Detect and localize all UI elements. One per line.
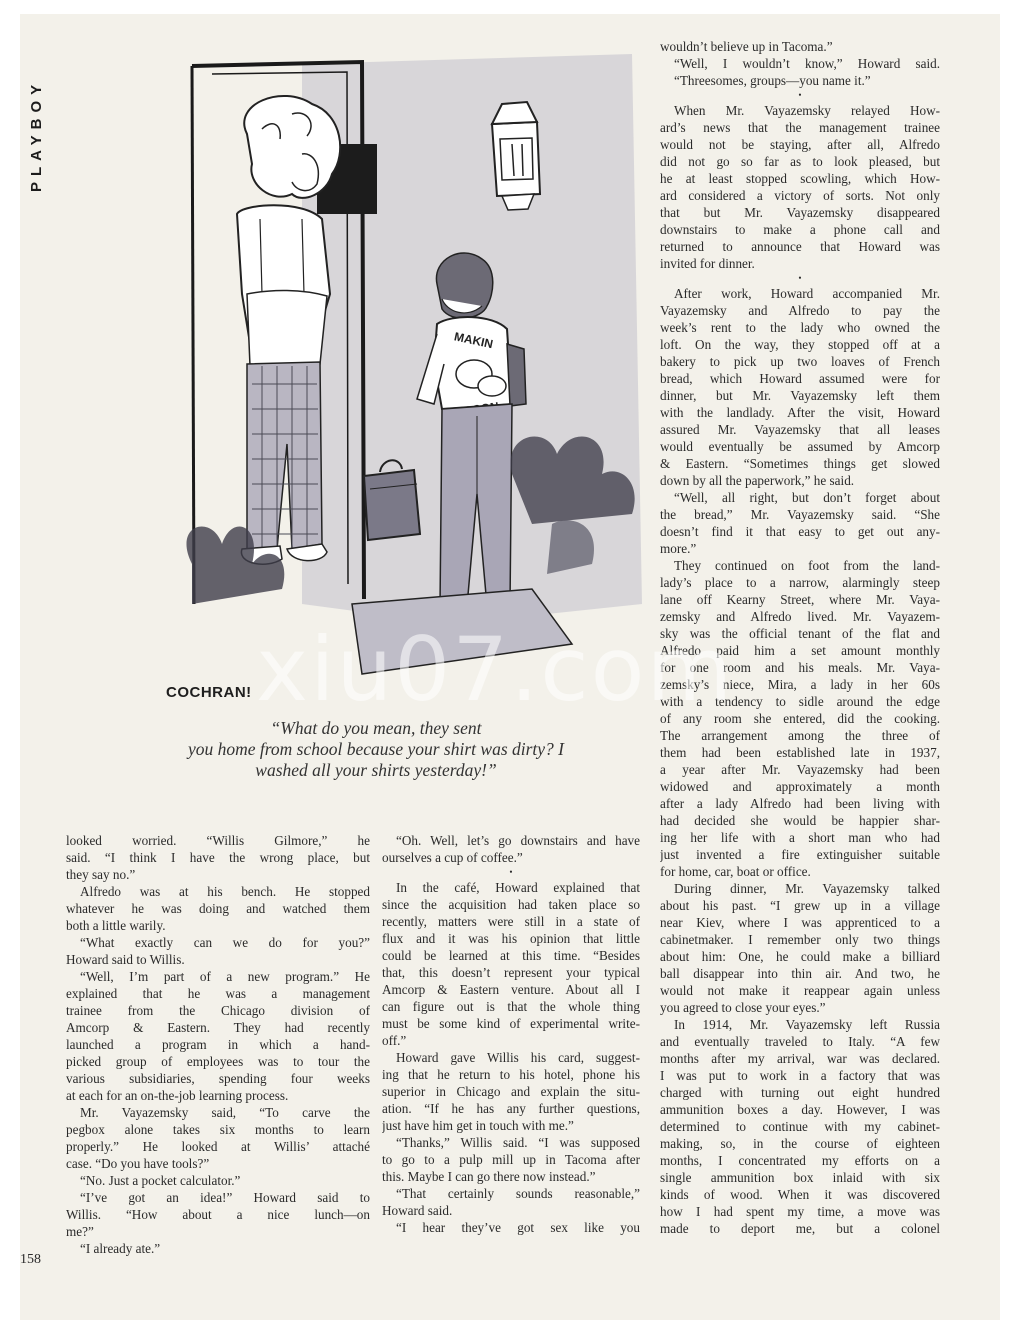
text-line: Howard said.	[382, 1203, 453, 1218]
text-line: lane off Kearny Street, where Mr. Vaya-	[660, 592, 940, 607]
text-line: downstairs to make a phone call and	[660, 222, 940, 237]
text-line: after a lady Alfredo had been living with	[660, 796, 940, 811]
text-line: could be learned at this time. “Besides	[382, 948, 640, 963]
text-line: doesn’t find it that easy to get out any-	[660, 524, 940, 539]
text-line: After work, Howard accompanied Mr.	[674, 286, 940, 301]
text-line: just have him get in touch with me.”	[382, 1118, 574, 1133]
text-line: ing her life with a short man who had	[660, 830, 940, 845]
text-line: “Well, I wouldn’t know,” Howard said.	[674, 56, 940, 71]
text-line: lady’s place to a narrow, alarmingly steep	[660, 575, 940, 590]
text-column-2	[382, 832, 640, 1236]
text-line: and eventually traveled to Italy. “A few	[660, 1034, 940, 1049]
text-line: must be some kind of experimental write-	[382, 1016, 640, 1031]
text-line: about him: One, he could make a billiard	[660, 949, 940, 964]
text-line: Willis. “How about a nice lunch—on	[66, 1207, 370, 1222]
text-line: you agreed to close your eyes.”	[660, 1000, 826, 1015]
text-line: picked group of employees was to tour the	[66, 1054, 370, 1069]
caption-line: you home from school because your shirt was dirty? I	[187, 739, 565, 759]
text-line: “I already ate.”	[80, 1241, 161, 1256]
wall-lamp	[492, 102, 540, 210]
text-line: determined to continue with my cabinet-	[660, 1119, 940, 1134]
watermark: xiu07.com	[256, 618, 735, 721]
text-line: would not be staying, after all, Alfredo	[660, 137, 940, 152]
text-line: ball disappear into thin air. And two, he	[660, 966, 940, 981]
text-line: When Mr. Vayazemsky relayed How-	[674, 103, 940, 118]
text-line: assured Mr. Vayazemsky that all leases	[660, 422, 940, 437]
woman-plaid-pants	[247, 362, 322, 549]
text-line: explained that he was a management	[66, 986, 370, 1001]
door-step	[352, 589, 572, 674]
text-line: properly.” He looked at Willis’ attaché	[66, 1139, 370, 1154]
text-line: the bread,” Mr. Vayazemsky said. “She	[660, 507, 940, 522]
section-break-bullet: •	[509, 867, 513, 877]
text-line: ard considered a victory of sorts. Not only	[660, 188, 940, 203]
text-line: ourselves a cup of coffee.”	[382, 850, 523, 865]
text-line: loft. On the way, they stopped off at a	[660, 337, 940, 352]
cartoon-illustration	[152, 44, 652, 704]
text-line: looked worried. “Willis Gilmore,” he	[66, 833, 370, 848]
page-number: 158	[20, 1252, 41, 1267]
text-line: pegbox alone takes six months to learn	[66, 1122, 370, 1137]
text-line: “No. Just a pocket calculator.”	[80, 1173, 241, 1188]
text-line: “Oh. Well, let’s go downstairs and have	[396, 833, 640, 848]
text-line: Amcorp & Eastern. They had recently	[66, 1020, 370, 1035]
text-line: to go to a pulp mill up in Tacoma after	[382, 1152, 640, 1167]
text-line: various subsidiaries, spending four weeks	[66, 1071, 370, 1086]
text-line: Vayazemsky and Alfredo to pay the	[660, 303, 940, 318]
caption-line: “What do you mean, they sent	[270, 718, 482, 738]
text-line: bread, which Howard assumed were for	[660, 371, 940, 386]
text-line: trainee from the Chicago division of	[66, 1003, 370, 1018]
text-line: would eventually be assumed by Amcorp	[660, 439, 940, 454]
text-line: The arrangement among the three of	[660, 728, 940, 743]
text-line: down by all the paperwork,” he said.	[660, 473, 855, 488]
text-line: making, so, in the course of eighteen	[660, 1136, 940, 1151]
text-line: ation. “If he has any further questions,	[382, 1101, 640, 1116]
text-line: how I had spent my time, a move was	[660, 1204, 940, 1219]
text-line: of any room she entered, did the cooking.	[660, 711, 940, 726]
text-line: “Threesomes, groups—you name it.”	[674, 73, 871, 88]
text-line: launched a program in which a hand-	[66, 1037, 370, 1052]
text-line: off.”	[382, 1033, 407, 1048]
text-line: near Kiev, where I was apprenticed to a	[660, 915, 940, 930]
text-line: Mr. Vayazemsky said, “To carve the	[80, 1105, 370, 1120]
text-line: months after my arrival, war was declared.	[660, 1051, 940, 1066]
text-line: In the café, Howard explained that	[396, 880, 640, 895]
text-line: said. “I think I have the wrong place, but	[66, 850, 370, 865]
section-break-bullet: •	[798, 90, 802, 100]
text-line: returned to announce that Howard was	[660, 239, 940, 254]
text-line: superior in Chicago and explain the situ-	[382, 1084, 640, 1099]
text-line: “Well, I’m part of a new program.” He	[80, 969, 370, 984]
text-line: dinner, but Mr. Vayazemsky left them	[660, 388, 940, 403]
text-line: flux and it was his opinion that little	[382, 931, 640, 946]
text-line: whatever he was doing and watched them	[66, 901, 370, 916]
text-line: months, I concentrated my efforts on a	[660, 1153, 940, 1168]
text-line: more.”	[660, 541, 697, 556]
masthead	[28, 42, 52, 222]
text-line: Alfredo paid him a set amount monthly	[660, 643, 940, 658]
artist-signature: COCHRAN!	[166, 684, 252, 701]
text-line: them had been established late in 1937,	[660, 745, 940, 760]
text-line: They continued on foot from the land-	[674, 558, 940, 573]
text-line: sky was the official tenant of the flat and	[660, 626, 940, 641]
text-line: at each for an on-the-job learning process.	[66, 1088, 289, 1103]
text-line: would not make it reappear again unless	[660, 983, 940, 998]
text-line: ard’s news that the management trainee	[660, 120, 940, 135]
text-line: charged with turning out eight hundred	[660, 1085, 940, 1100]
text-line: with the landlady. After the visit, Howard	[660, 405, 940, 420]
text-line: since the acquisition had taken place so	[382, 897, 640, 912]
lunch-box	[364, 470, 420, 540]
text-line: I was put to work in a factory that was	[660, 1068, 940, 1083]
text-line: recently, matters were still in a state of	[382, 914, 640, 929]
text-line: In 1914, Mr. Vayazemsky left Russia	[674, 1017, 940, 1032]
text-line: that, this doesn’t represent your typical	[382, 965, 640, 980]
text-line: “What exactly can we do for you?”	[80, 935, 370, 950]
text-line: “I’ve got an idea!” Howard said to	[80, 1190, 370, 1205]
text-line: During dinner, Mr. Vayazemsky talked	[674, 881, 940, 896]
text-line: “That certainly sounds reasonable,”	[396, 1186, 640, 1201]
text-line: “I hear they’ve got sex like you	[396, 1220, 640, 1235]
cartoon-caption	[126, 718, 626, 781]
text-line: just invented a fire extinguisher suitable	[660, 847, 940, 862]
text-line: cabinetmaker. I remember only two things	[660, 932, 940, 947]
text-line: that but Mr. Vayazemsky disappeared	[660, 205, 940, 220]
text-line: & Eastern. “Sometimes things get slowed	[660, 456, 940, 471]
text-line: case. “Do you have tools?”	[66, 1156, 210, 1171]
text-line: zemsky and Alfredo lived. Mr. Vayazem-	[660, 609, 940, 624]
masthead-text: PLAYBOY	[28, 78, 45, 192]
text-line: can figure out is that the whole thing	[382, 999, 640, 1014]
text-line: zemsky’s niece, Mira, a lady in her 60s	[660, 677, 940, 692]
text-line: kinds of wood. When it was discovered	[660, 1187, 940, 1202]
text-line: for home, car, boat or office.	[660, 864, 811, 879]
text-line: made to deport me, but a colonel	[660, 1221, 940, 1236]
text-line: bakery to pick up two loaves of French	[660, 354, 940, 369]
text-line: widowed and approximately a month	[660, 779, 940, 794]
text-line: for one room and his meals. Mr. Vaya-	[660, 660, 940, 675]
text-line: Alfredo was at his bench. He stopped	[80, 884, 370, 899]
section-break-bullet: •	[798, 273, 802, 283]
text-line: single ammunition box inlaid with six	[660, 1170, 940, 1185]
text-line: they say no.”	[66, 867, 136, 882]
text-line: Howard gave Willis his card, suggest-	[396, 1050, 640, 1065]
text-line: he at least stopped scowling, which How-	[660, 171, 940, 186]
text-line: “Thanks,” Willis said. “I was supposed	[396, 1135, 640, 1150]
text-line: a year after Mr. Vayazemsky had been	[660, 762, 940, 777]
text-line: ammunition boxes a day. However, I was	[660, 1102, 940, 1117]
text-line: Howard said to Willis.	[66, 952, 185, 967]
text-line: me?”	[66, 1224, 94, 1239]
text-line: invited for dinner.	[660, 256, 755, 271]
text-column-1	[66, 832, 370, 1257]
shirt-text-top: MAKIN	[452, 329, 495, 352]
text-line: this. Maybe I can go there now instead.”	[382, 1169, 596, 1184]
text-column-3	[660, 38, 940, 1237]
text-line: “Well, all right, but don’t forget about	[674, 490, 940, 505]
caption-line: washed all your shirts yesterday!”	[255, 760, 497, 780]
magazine-page	[20, 14, 1000, 1320]
text-line: had decided she would be happier shar-	[660, 813, 940, 828]
text-line: wouldn’t believe up in Tacoma.”	[660, 39, 833, 54]
text-line: Amcorp & Eastern venture. About all I	[382, 982, 640, 997]
text-line: with a tendency to sidle around the edge	[660, 694, 940, 709]
text-line: did not go so far as to look pleased, but	[660, 154, 940, 169]
text-line: both a little warily.	[66, 918, 166, 933]
text-line: about his past. “I grew up in a village	[660, 898, 940, 913]
text-line: ing that he return to his hotel, phone his	[382, 1067, 640, 1082]
text-line: week’s rent to the lady who owned the	[660, 320, 940, 335]
